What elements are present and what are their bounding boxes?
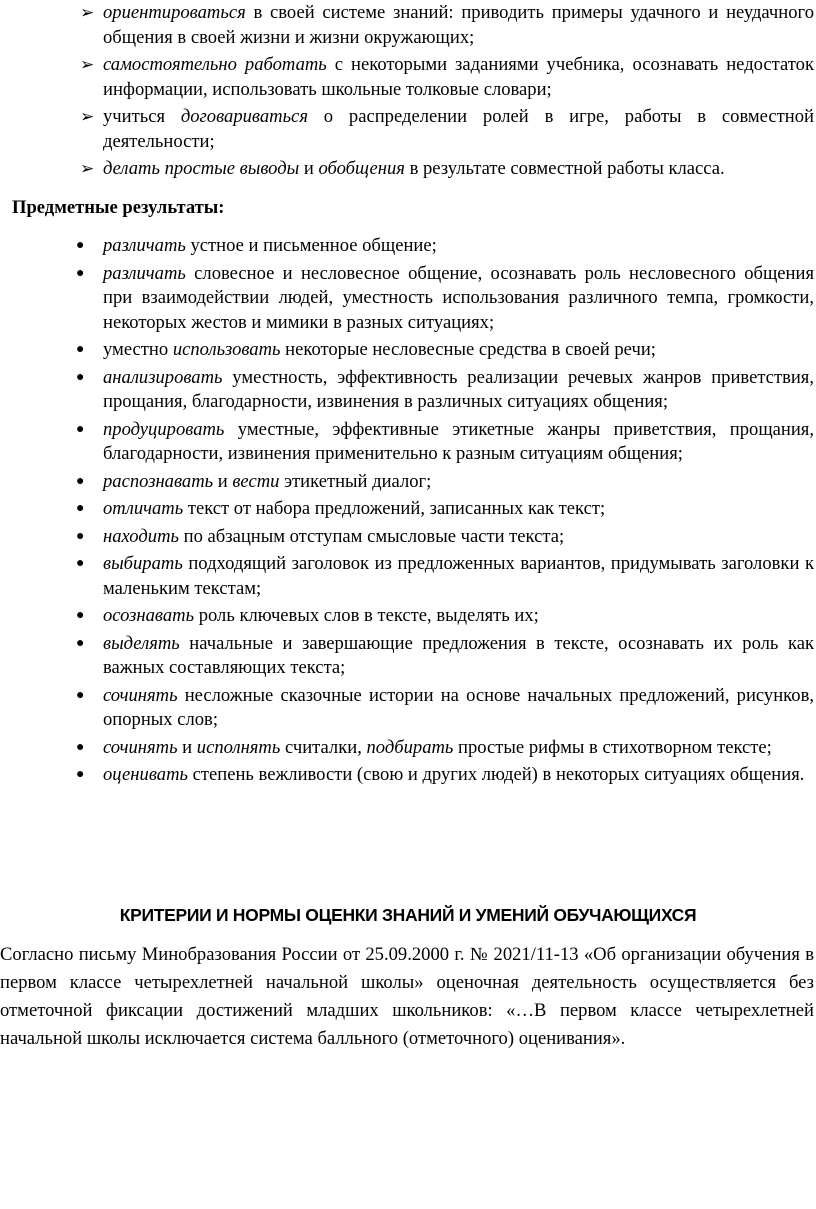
subject-results-list: [0, 234, 816, 791]
list-item: ● сочинять несложные сказочные истории на основе начальных предложений, рисунков, опорных слов;: [76, 684, 814, 730]
bullet-dot-icon: ●: [76, 342, 85, 357]
bullet-dot-icon: ●: [76, 767, 85, 782]
list-item: ● выделять начальные и завершающие предложения в тексте, осознавать их роль как важных составляющих текста;: [76, 632, 814, 678]
list-item: ● осознавать роль ключевых слов в тексте, выделять их;: [0, 604, 816, 629]
arrow-bullet-icon: ➢: [80, 3, 95, 22]
list-item: ● отличать текст от набора предложений, записанных как текст;: [0, 497, 816, 522]
bullet-dot-icon: ●: [76, 635, 85, 651]
criteria-paragraph: Согласно письму Минобразования России от 25.09.2000 г. № 2021/11-13 «Об организации обучения в первом классе четырехлетней начальной школы» оценочная деятельность осуществляется без отметочной фиксации достижений младших школьников: «…В первом классе четырехлетней начальной школы исключается система балльного (отметочного) оценивания».: [0, 944, 814, 1049]
bullet-dot-icon: ●: [76, 528, 85, 544]
arrow-bullet-icon: ➢: [80, 159, 95, 178]
metasubject-list: [0, 0, 816, 183]
list-item: ➢ самостоятельно работать с некоторыми заданиями учебника, осознавать недостаток информации, использовать школьные толковые словари;: [80, 54, 814, 100]
bullet-dot-icon: ●: [76, 473, 85, 489]
list-item: ● различать словесное и несловесное общение, осознавать роль несловесного общения при взаимодействии людей, уместность использования различного темпа, громкости, некоторых жестов и мимики в разных ситуациях;: [76, 262, 814, 333]
list-item: ➢ учиться договариваться о распределении ролей в игре, работы в совместной деятельности;: [80, 106, 814, 152]
bullet-dot-icon: ●: [76, 556, 85, 571]
list-item: ➢ ориентироваться в своей системе знаний: приводить примеры удачного и неудачного общения в своей жизни и жизни окружающих;: [80, 2, 814, 48]
list-item: ● оценивать степень вежливости (свою и других людей) в некоторых ситуациях общения.: [0, 763, 816, 788]
bullet-dot-icon: ●: [76, 501, 85, 516]
arrow-bullet-icon: ➢: [80, 107, 95, 126]
list-item: ● уместно использовать некоторые несловесные средства в своей речи;: [0, 338, 816, 363]
list-item: ● сочинять и исполнять считалки, подбирать простые рифмы в стихотворном тексте;: [0, 736, 816, 761]
bullet-dot-icon: ●: [76, 238, 85, 253]
bullet-dot-icon: ●: [76, 369, 85, 385]
list-item: ● продуцировать уместные, эффективные этикетные жанры приветствия, прощания, благодарности, извинения применительно к разным ситуациям общения;: [76, 418, 814, 464]
subject-results-heading: Предметные результаты:: [12, 197, 225, 218]
bullet-dot-icon: ●: [76, 421, 85, 437]
bullet-dot-icon: ●: [76, 687, 85, 703]
list-item: ➢ делать простые выводы и обобщения в результате совместной работы класса.: [80, 158, 725, 179]
criteria-heading: КРИТЕРИИ И НОРМЫ ОЦЕНКИ ЗНАНИЙ И УМЕНИЙ ОБУЧАЮЩИХСЯ: [119, 905, 697, 925]
bullet-dot-icon: ●: [76, 739, 85, 755]
bullet-dot-icon: ●: [76, 265, 85, 281]
list-item: ● различать устное и письменное общение;: [0, 234, 816, 259]
list-item: ● анализировать уместность, эффективность реализации речевых жанров приветствия, прощания, благодарности, извинения в различных ситуациях общения;: [76, 366, 814, 412]
list-item: ● распознавать и вести этикетный диалог;: [0, 470, 816, 495]
list-item: ● находить по абзацным отступам смысловые части текста;: [0, 525, 816, 550]
list-item: ● выбирать подходящий заголовок из предложенных вариантов, придумывать заголовки к маленьким текстам;: [76, 553, 814, 599]
bullet-dot-icon: ●: [76, 608, 85, 623]
arrow-bullet-icon: ➢: [80, 55, 95, 74]
